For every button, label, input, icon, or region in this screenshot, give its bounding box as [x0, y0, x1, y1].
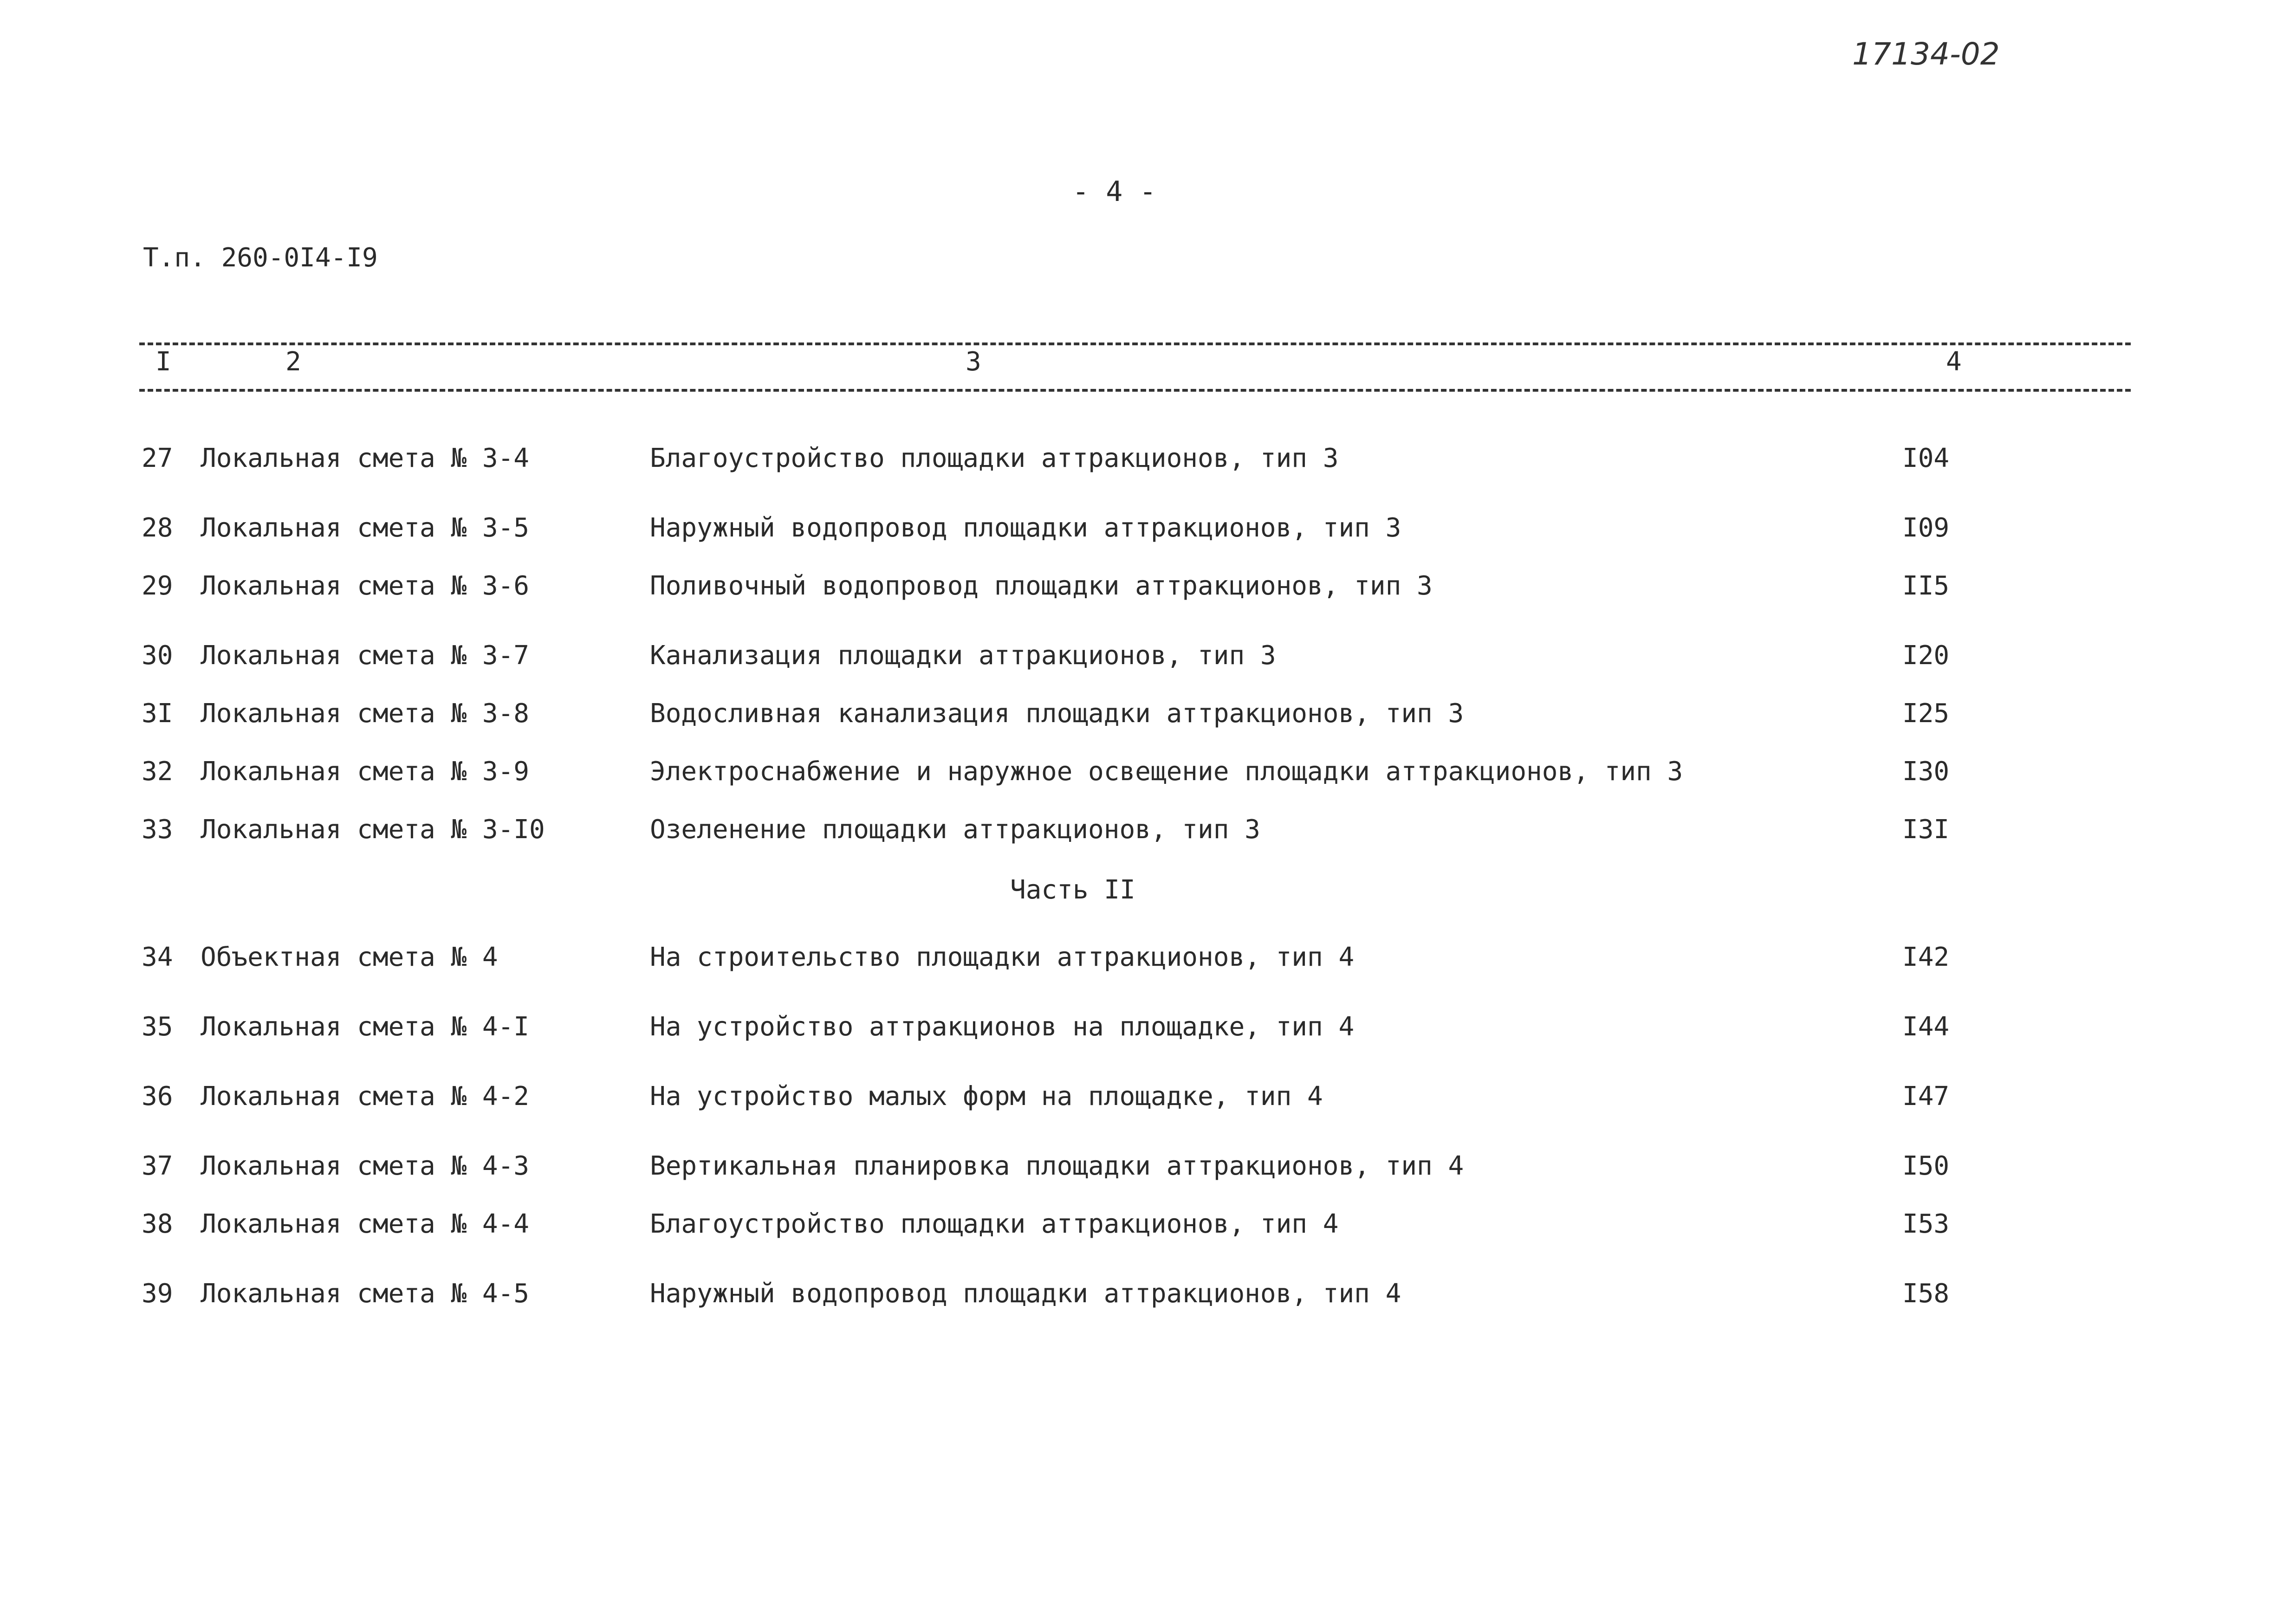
row-estimate-type: Локальная смета № 4-I — [201, 1012, 530, 1042]
row-estimate-type: Локальная смета № 4-2 — [201, 1081, 530, 1111]
row-description: На устройство аттракционов на площадке, тип 4 — [650, 1012, 1355, 1042]
row-page: I04 — [1902, 443, 1950, 473]
row-estimate-type: Локальная смета № 3-I0 — [201, 814, 545, 845]
row-number: 34 — [142, 942, 173, 972]
row-description: На строительство площадки аттракционов, тип 4 — [650, 942, 1355, 972]
row-number: 36 — [142, 1081, 173, 1111]
row-description: Наружный водопровод площадки аттракционов, тип 3 — [650, 513, 1401, 543]
row-number: 33 — [142, 814, 173, 845]
header-top-dashed-rule — [139, 342, 2131, 345]
header-col-1: I — [156, 347, 171, 377]
handwritten-stamp-number: 17134-02 — [1852, 36, 2000, 72]
header-col-3: 3 — [966, 347, 981, 377]
row-estimate-type: Локальная смета № 3-4 — [201, 443, 530, 473]
row-description: Водосливная канализация площадки аттракционов, тип 3 — [650, 698, 1464, 729]
row-number: 35 — [142, 1012, 173, 1042]
row-estimate-type: Локальная смета № 3-8 — [201, 698, 530, 729]
row-number: 30 — [142, 640, 173, 671]
row-page: I58 — [1902, 1279, 1950, 1309]
row-description: Электроснабжение и наружное освещение площадки аттракционов, тип 3 — [650, 756, 1683, 787]
row-description: Канализация площадки аттракционов, тип 3 — [650, 640, 1276, 671]
row-estimate-type: Объектная смета № 4 — [201, 942, 498, 972]
row-number: 37 — [142, 1151, 173, 1181]
row-estimate-type: Локальная смета № 3-5 — [201, 513, 530, 543]
row-page: I30 — [1902, 756, 1950, 787]
row-page: II5 — [1902, 571, 1950, 601]
section-title: Часть II — [1010, 875, 1135, 905]
row-page: I42 — [1902, 942, 1950, 972]
row-number: 29 — [142, 571, 173, 601]
row-estimate-type: Локальная смета № 3-9 — [201, 756, 530, 787]
row-description: Наружный водопровод площадки аттракционов, тип 4 — [650, 1279, 1401, 1309]
header-col-2: 2 — [285, 347, 301, 377]
row-page: I53 — [1902, 1209, 1950, 1239]
row-estimate-type: Локальная смета № 3-7 — [201, 640, 530, 671]
row-description: Благоустройство площадки аттракционов, тип 4 — [650, 1209, 1339, 1239]
header-bottom-dashed-rule — [139, 389, 2131, 392]
row-description: На устройство малых форм на площадке, тип 4 — [650, 1081, 1323, 1111]
row-description: Вертикальная планировка площадки аттракционов, тип 4 — [650, 1151, 1464, 1181]
row-page: I3I — [1902, 814, 1950, 845]
row-page: I50 — [1902, 1151, 1950, 1181]
row-estimate-type: Локальная смета № 4-5 — [201, 1279, 530, 1309]
page-number: - 4 - — [1072, 175, 1156, 208]
header-col-4: 4 — [1946, 347, 1962, 377]
row-number: 27 — [142, 443, 173, 473]
row-number: 32 — [142, 756, 173, 787]
row-number: 38 — [142, 1209, 173, 1239]
row-page: I47 — [1902, 1081, 1950, 1111]
row-description: Поливочный водопровод площадки аттракционов, тип 3 — [650, 571, 1433, 601]
row-estimate-type: Локальная смета № 3-6 — [201, 571, 530, 601]
row-number: 28 — [142, 513, 173, 543]
row-description: Озеленение площадки аттракционов, тип 3 — [650, 814, 1260, 845]
document-code: Т.п. 260-0I4-I9 — [143, 243, 378, 273]
row-page: I09 — [1902, 513, 1950, 543]
row-page: I20 — [1902, 640, 1950, 671]
row-number: 39 — [142, 1279, 173, 1309]
row-description: Благоустройство площадки аттракционов, тип 3 — [650, 443, 1339, 473]
row-number: 3I — [142, 698, 173, 729]
row-estimate-type: Локальная смета № 4-4 — [201, 1209, 530, 1239]
row-page: I25 — [1902, 698, 1950, 729]
row-page: I44 — [1902, 1012, 1950, 1042]
row-estimate-type: Локальная смета № 4-3 — [201, 1151, 530, 1181]
